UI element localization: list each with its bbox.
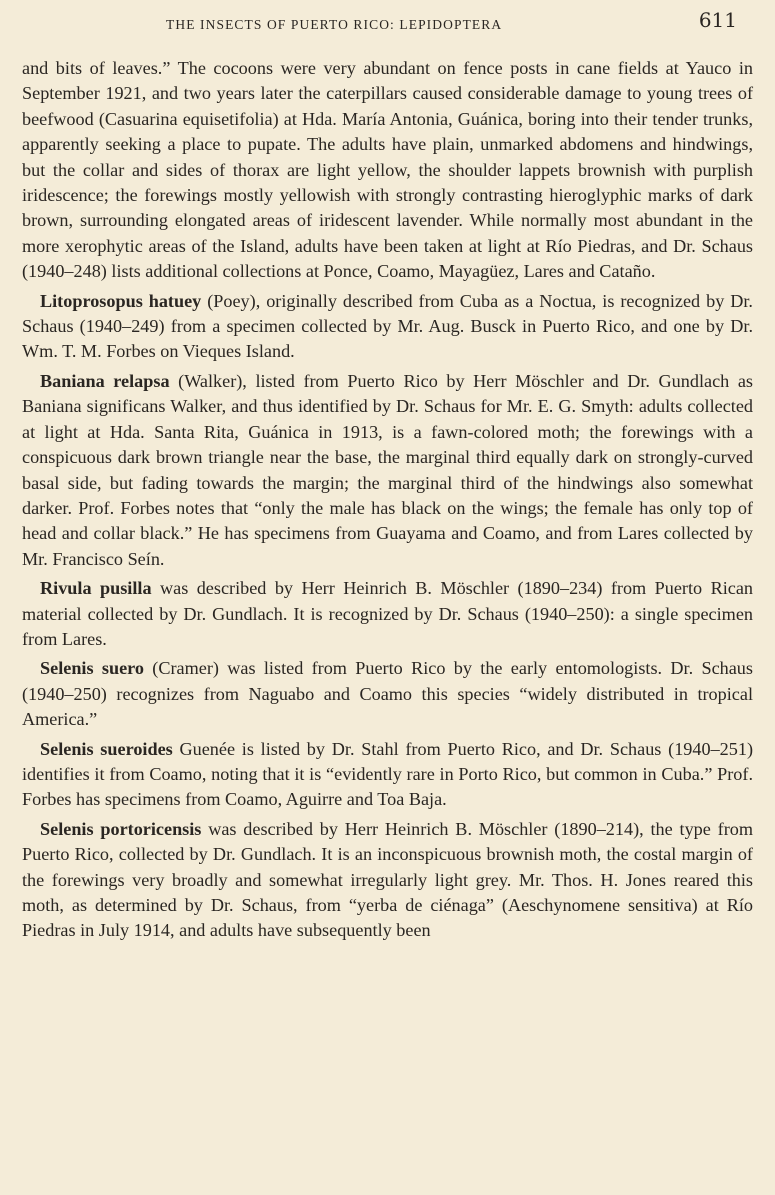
paragraph-selenis-portoricensis (22, 817, 753, 944)
species-name: Selenis sueroides (40, 738, 173, 759)
paragraph-selenis-sueroides (22, 737, 753, 813)
species-name: Baniana relapsa (40, 370, 170, 391)
page-number: 611 (698, 8, 737, 32)
paragraph-text: was described by Herr Heinrich B. Möschler (1890–214), the type from Puerto Rico, collected by Dr. Gundlach. It is an inconspicuous brownish moth, the costal margin of the forewings very broadly and somewhat irregularly light grey. Mr. Thos. H. Jones reared this moth, as determined by Dr. Schaus, from “yerba de ciénaga” (Aeschynomene sensitiva) at Río Piedras in July 1914, and adults have subsequently been (22, 818, 753, 941)
paragraph-text: (Walker), listed from Puerto Rico by Herr Möschler and Dr. Gundlach as Baniana significans Walker, and thus identified by Dr. Schaus for Mr. E. G. Smyth: adults collected at light at Hda. Santa Rita, Guánica in 1913, is a fawn-colored moth; the forewings with a conspicuous dark brown triangle near the base, the marginal third equally dark on strongly-curved basal side, but fading towards the margin; the marginal third of the hindwings also somewhat darker. Prof. Forbes notes that “only the male has black on the wings; the female has only top of head and collar black.” He has specimens from Guayama and Coamo, and from Lares collected by Mr. Francisco Seín. (22, 370, 753, 569)
paragraph-text: was described by Herr Heinrich B. Möschler (1890–234) from Puerto Rican material collected by Dr. Gundlach. It is recognized by Dr. Schaus (1940–250): a single specimen from Lares. (22, 578, 753, 649)
species-name: Selenis portoricensis (40, 818, 202, 839)
paragraph-text: (Cramer) was listed from Puerto Rico by the early entomologists. Dr. Schaus (1940–250) recognizes from Naguabo and Coamo this species “widely distributed in tropical America.” (22, 658, 753, 730)
species-name: Selenis suero (40, 658, 144, 679)
running-head: THE INSECTS OF PUERTO RICO: LEPIDOPTERA (166, 17, 503, 32)
species-name: Rivula pusilla (40, 578, 152, 599)
body-text (22, 56, 753, 948)
species-name: Litoprosopus hatuey (40, 290, 202, 311)
paragraph-text: and bits of leaves.” The cocoons were very abundant on fence posts in cane fields at Yauco in September 1921, and two years later the caterpillars caused considerable damage to young trees of beefwood (Casuarina equisetifolia) at Hda. María Antonia, Guánica, boring into their tender trunks, apparently seeking a place to pupate. The adults have plain, unmarked abdomens and hindwings, but the collar and sides of thorax are light yellow, the shoulder lappets brownish with purplish iridescence; the forewings mostly yellowish with strongly contrasting hieroglyphic marks of dark brown, surrounding elongated areas of iridescent lavender. While normally most abundant in the more xerophytic areas of the Island, adults have been taken at light at Río Piedras, and Dr. Schaus (1940–248) lists additional collections at Ponce, Coamo, Mayagüez, Lares and Cataño. (22, 58, 753, 282)
paragraph-text: (Poey), originally described from Cuba as a Noctua, is recognized by Dr. Schaus (1940–249) from a specimen collected by Mr. Aug. Busck in Puerto Rico, and one by Dr. Wm. T. M. Forbes on Vieques Island. (22, 290, 753, 362)
paragraph-rivula-pusilla (22, 576, 753, 652)
paragraph-litoprosopus-hatuey (22, 289, 753, 365)
paragraph-text: Guenée is listed by Dr. Stahl from Puerto Rico, and Dr. Schaus (1940–251) identifies it from Coamo, noting that it is “evidently rare in Porto Rico, but common in Cuba.” Prof. Forbes has specimens from Coamo, Aguirre and Toa Baja. (22, 738, 753, 810)
paragraph-casuarina-continuation (22, 56, 753, 285)
paragraph-baniana-relapsa (22, 369, 753, 572)
page-header (0, 8, 775, 44)
paragraph-selenis-suero (22, 656, 753, 732)
